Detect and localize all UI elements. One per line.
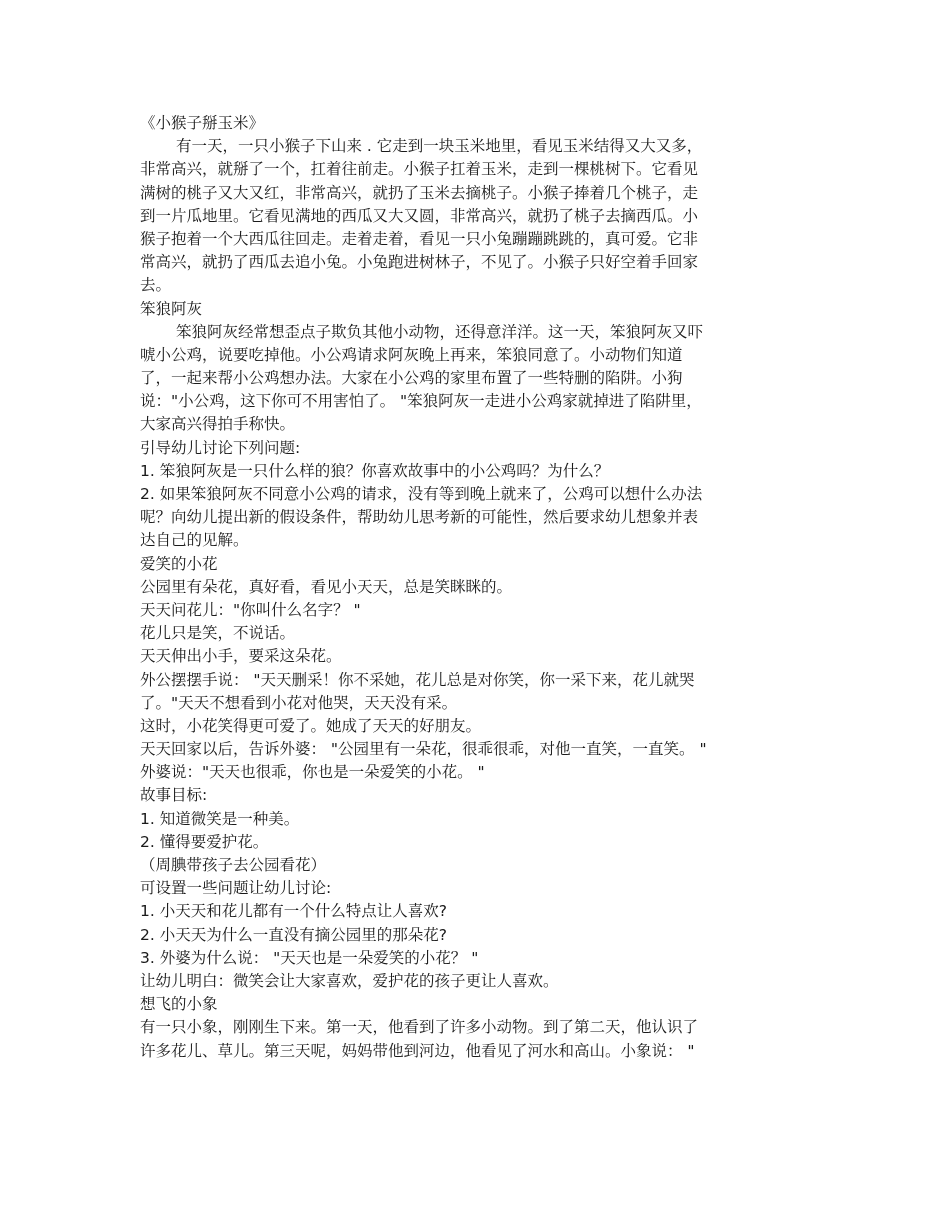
paragraph-line: 天天伸出小手，要采这朵花。 bbox=[140, 647, 342, 666]
paragraph-line: 外公摆摆手说： "天天删采！你不采她，花儿总是对你笑，你一采下来，花儿就哭 bbox=[140, 670, 695, 689]
paragraph-line: 满树的桃子又大又红，非常高兴，就扔了玉米去摘桃子。小猴子捧着几个桃子，走 bbox=[140, 183, 699, 202]
list-item: 2. 小天天为什么一直没有摘公园里的那朵花? bbox=[140, 925, 447, 944]
list-item: 达自己的见解。 bbox=[140, 531, 249, 550]
paragraph-line: 非常高兴，就掰了一个，扛着往前走。小猴子扛着玉米，走到一棵桃树下。它看见 bbox=[140, 160, 699, 179]
paragraph-line: 天天回家以后，告诉外婆： "公园里有一朵花，很乖很乖，对他一直笑，一直笑。 " bbox=[140, 740, 707, 759]
paragraph-line: 常高兴，就扔了西瓜去追小兔。小兔跑进树林子，不见了。小猴子只好空着手回家 bbox=[140, 253, 699, 272]
paragraph-line: 有一天，一只小猴子下山来 . 它走到一块玉米地里，看见玉米结得又大又多， bbox=[176, 137, 703, 156]
list-item: 1. 知道微笑是一种美。 bbox=[140, 809, 300, 828]
list-item: 2. 如果笨狼阿灰不同意小公鸡的请求，没有等到晚上就来了，公鸡可以想什么办法 bbox=[140, 485, 703, 503]
paragraph-line: （周腆带孩子去公园看花） bbox=[140, 856, 327, 874]
list-item: 1. 小天天和花儿都有一个什么特点让人喜欢? bbox=[140, 902, 447, 921]
paragraph-line: 公园里有朵花，真好看，看见小天天，总是笑眯眯的。 bbox=[140, 577, 513, 596]
list-item: 3. 外婆为什么说： "天天也是一朵爱笑的小花？ " bbox=[140, 948, 479, 967]
story-title: 《小猴子掰玉米》 bbox=[140, 114, 265, 132]
paragraph-line: 有一只小象，刚刚生下来。第一天，他看到了许多小动物。到了第二天，他认识了 bbox=[140, 1018, 699, 1037]
paragraph-line: 了，一起来帮小公鸡想办法。大家在小公鸡的家里布置了一些特删的陷阱。小狗 bbox=[140, 369, 683, 388]
paragraph-line: 这时，小花笑得更可爱了。她成了天天的好朋友。 bbox=[140, 716, 482, 735]
paragraph-line: 唬小公鸡，说要吃掉他。小公鸡请求阿灰晚上再来，笨狼同意了。小动物们知道 bbox=[140, 345, 683, 364]
list-item: 2. 懂得要爱护花。 bbox=[140, 832, 269, 851]
paragraph-line: 外婆说："天天也很乖，你也是一朵爱笑的小花。 " bbox=[140, 763, 485, 782]
document-body bbox=[140, 112, 820, 1063]
section-heading: 引导幼儿讨论下列问题: bbox=[140, 438, 301, 457]
paragraph-line: 到一片瓜地里。它看见满地的西瓜又大又圆，非常高兴，就扔了桃子去摘西瓜。小 bbox=[140, 206, 699, 225]
paragraph-line: 说："小公鸡，这下你可不用害怕了。 "笨狼阿灰一走进小公鸡家就掉进了陷阱里， bbox=[140, 392, 702, 411]
paragraph-line: 让幼儿明白：微笑会让大家喜欢，爱护花的孩子更让人喜欢。 bbox=[140, 971, 559, 990]
paragraph-line: 许多花儿、草儿。第三天呢，妈妈带他到河边，他看见了河水和高山。小象说： " bbox=[140, 1041, 695, 1060]
story-title: 爱笑的小花 bbox=[140, 554, 218, 573]
section-heading: 可设置一些问题让幼儿讨论: bbox=[140, 879, 332, 898]
paragraph-line: 花儿只是笑，不说话。 bbox=[140, 624, 296, 643]
paragraph-line: 去。 bbox=[140, 276, 172, 295]
paragraph-line: 天天问花儿："你叫什么名字？ " bbox=[140, 600, 361, 619]
paragraph-line: 大家高兴得拍手称快。 bbox=[140, 415, 296, 434]
list-item: 呢？向幼儿提出新的假设条件，帮助幼儿思考新的可能性，然后要求幼儿想象并表 bbox=[140, 508, 699, 527]
paragraph-line: 了。"天天不想看到小花对他哭，天天没有采。 bbox=[140, 693, 458, 712]
story-title: 想飞的小象 bbox=[140, 995, 218, 1014]
list-item: 1. 笨狼阿灰是一只什么样的狼？你喜欢故事中的小公鸡吗？为什么？ bbox=[140, 461, 610, 480]
section-heading: 故事目标: bbox=[140, 786, 208, 805]
paragraph-line: 猴子抱着一个大西瓜往回走。走着走着，看见一只小兔蹦蹦跳跳的，真可爱。它非 bbox=[140, 229, 699, 248]
story-title: 笨狼阿灰 bbox=[140, 299, 203, 318]
paragraph-line: 笨狼阿灰经常想歪点子欺负其他小动物，还得意洋洋。这一天，笨狼阿灰又吓 bbox=[176, 322, 704, 341]
